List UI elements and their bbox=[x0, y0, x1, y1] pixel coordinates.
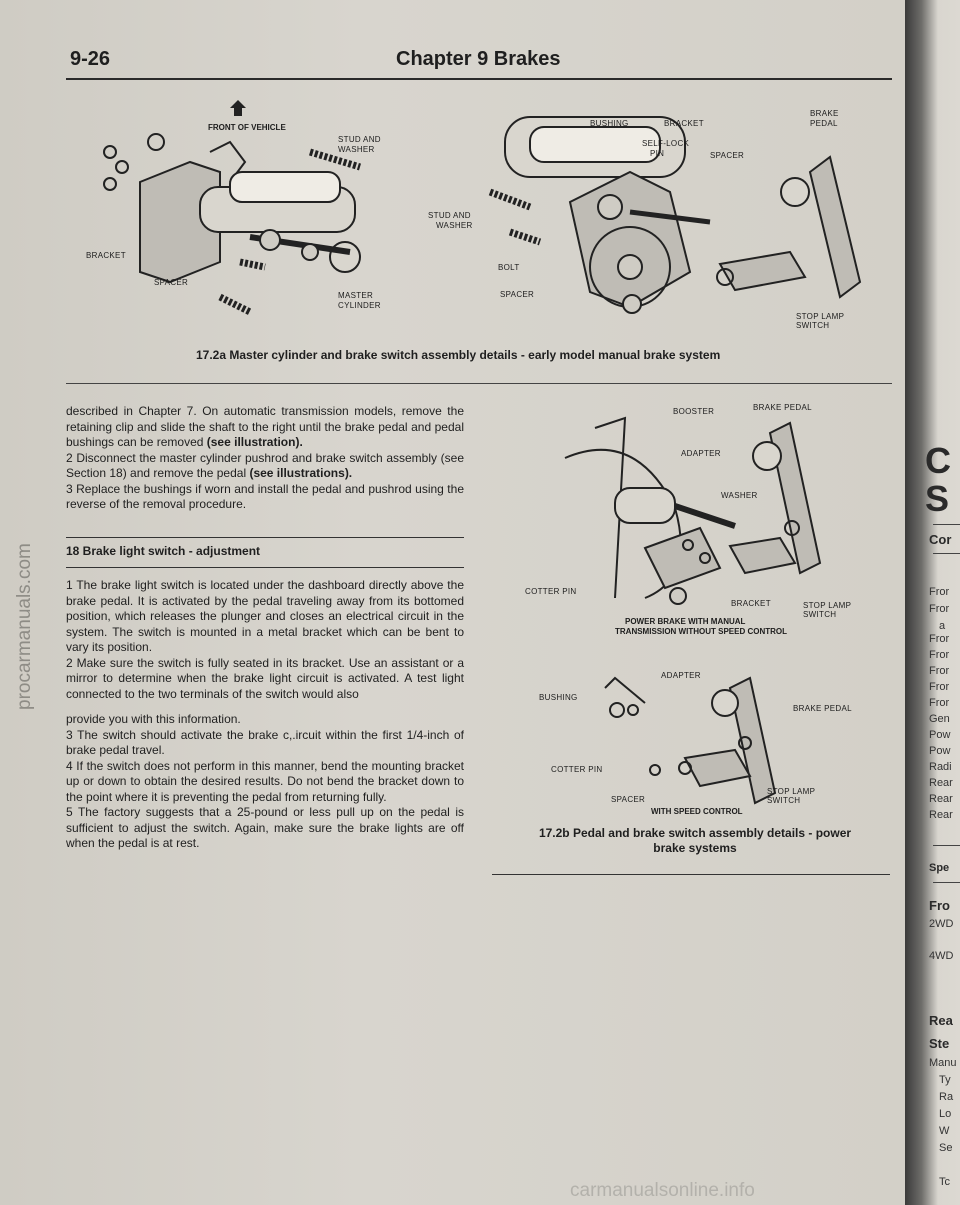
next-page-row-4: Fror bbox=[929, 633, 950, 645]
label-stud-and-washer-1: STUD AND bbox=[338, 135, 381, 144]
next-page-contents: Cor bbox=[929, 532, 952, 547]
label-booster: BOOSTER bbox=[673, 407, 715, 416]
label-front-of-vehicle: FRONT OF VEHICLE bbox=[208, 123, 286, 132]
label-transmission-without: TRANSMISSION WITHOUT SPEED CONTROL bbox=[615, 627, 787, 636]
label-stud-and-washer-2: STUD AND bbox=[428, 211, 471, 220]
label-cotter-pin-top: COTTER PIN bbox=[525, 587, 577, 596]
figure-b-end-rule bbox=[492, 874, 890, 875]
label-stop-lamp-bottom-2: SWITCH bbox=[767, 796, 801, 805]
label-self-lock-1: SELF-LOCK bbox=[642, 139, 690, 148]
front-arrow-icon bbox=[230, 100, 246, 116]
next-page-manual: Manu bbox=[929, 1057, 957, 1069]
label-cotter-pin-bottom: COTTER PIN bbox=[551, 765, 603, 774]
intro-para-1-ref: (see illustration). bbox=[206, 435, 303, 449]
figure-17-2b-caption bbox=[495, 826, 895, 856]
next-page-row-5: Fror bbox=[929, 649, 950, 661]
figure-rule bbox=[66, 383, 892, 384]
watermark-bottom: carmanualsonline.info bbox=[570, 1180, 755, 1201]
intro-text bbox=[66, 404, 464, 513]
next-page-rule-3 bbox=[933, 845, 960, 846]
next-page-row-2: Fror bbox=[929, 603, 950, 615]
s18-step-3: 3 The switch should activate the brake c,.ircuit within the first 1/4-inch of brake pedal travel. bbox=[66, 727, 464, 757]
step-2-text: 2 Disconnect the master cylinder pushrod and brake switch assembly (see Section 18) and remove the pedal bbox=[66, 450, 464, 480]
section-rule-bottom bbox=[66, 567, 464, 568]
label-self-lock-2: PIN bbox=[650, 149, 665, 158]
step-2-ref: (see illustrations). bbox=[249, 466, 353, 480]
section-18-text bbox=[66, 578, 464, 702]
label-stop-lamp-top-1: STOP LAMP bbox=[803, 601, 852, 610]
label-brake-pedal-bottom: BRAKE PEDAL bbox=[793, 704, 852, 713]
step-3-paragraph: 3 Replace the bushings if worn and install the pedal and pushrod using the reverse of the removal procedure. bbox=[66, 481, 464, 511]
figure-17-2a-caption: 17.2a Master cylinder and brake switch assembly details - early model manual brake system bbox=[196, 348, 721, 362]
label-brake-1: BRAKE bbox=[810, 109, 839, 118]
next-page-row-9: Gen bbox=[929, 713, 950, 725]
label-washer-1: WASHER bbox=[338, 145, 375, 154]
label-bolt: BOLT bbox=[498, 263, 520, 272]
next-page-tc: Tc bbox=[939, 1176, 950, 1188]
next-page-rule-4 bbox=[933, 882, 960, 883]
next-page-rear: Rea bbox=[929, 1013, 953, 1028]
figure-17-2b-caption-line-1: 17.2b Pedal and brake switch assembly details - power bbox=[538, 826, 852, 840]
label-spacer-right: SPACER bbox=[710, 151, 745, 160]
label-washer-2: WASHER bbox=[436, 221, 473, 230]
section-18-text-cont bbox=[66, 712, 464, 852]
label-master-2: CYLINDER bbox=[338, 301, 381, 310]
label-stop-lamp-1: STOP LAMP bbox=[796, 312, 845, 321]
label-spacer-right-2: SPACER bbox=[500, 290, 535, 299]
next-page-rule-2 bbox=[933, 553, 960, 554]
next-page-4wd: 4WD bbox=[929, 950, 954, 962]
next-page-sub-2: Ra bbox=[939, 1091, 954, 1103]
chapter-title: Chapter 9 Brakes bbox=[396, 48, 561, 70]
section-heading: 18 Brake light switch - adjustment bbox=[66, 544, 261, 558]
next-page-big-letter-1: C bbox=[925, 440, 951, 481]
watermark-side: procarmanuals.com bbox=[14, 543, 35, 710]
next-page-row-3: a bbox=[939, 620, 946, 632]
label-master-1: MASTER bbox=[338, 291, 374, 300]
next-page-2wd: 2WD bbox=[929, 918, 954, 930]
next-page-front: Fro bbox=[929, 898, 950, 913]
next-page-sub-1: Ty bbox=[939, 1074, 951, 1086]
speed-control-assembly bbox=[605, 678, 775, 803]
label-spacer-left: SPACER bbox=[154, 278, 189, 287]
next-page-sub-3: Lo bbox=[939, 1108, 952, 1120]
label-brake-2: PEDAL bbox=[810, 119, 838, 128]
label-adapter-bottom: ADAPTER bbox=[661, 671, 701, 680]
figure-17-2b-caption-line-2: brake systems bbox=[653, 841, 737, 855]
label-washer: WASHER bbox=[721, 491, 758, 500]
booster-assembly bbox=[565, 418, 820, 604]
label-bracket-left: BRACKET bbox=[86, 251, 126, 260]
s18-step-1: 1 The brake light switch is located under the dashboard directly above the brake pedal. It is activated by the pedal traveling away from its bottomed position, which releases the plunger and closes an electrical circuit in the system. The switch is mounted in a metal bracket which can be bent to vary its position. bbox=[66, 578, 464, 654]
label-spacer: SPACER bbox=[611, 795, 646, 804]
label-stop-lamp-2: SWITCH bbox=[796, 321, 830, 330]
master-cylinder-left bbox=[104, 134, 360, 312]
figure-17-2a-diagram bbox=[70, 92, 890, 342]
section-rule-top bbox=[66, 537, 464, 538]
label-stop-lamp-bottom-1: STOP LAMP bbox=[767, 787, 816, 796]
s18-step-5: 5 The factory suggests that a 25-pound or less pull up on the pedal is sufficient to adjust the switch. Again, make sure the brake lights are off when the pedal is at rest. bbox=[66, 805, 464, 850]
next-page-big-letter-2: S bbox=[925, 478, 950, 519]
next-page-row-7: Fror bbox=[929, 681, 950, 693]
header-rule bbox=[66, 78, 892, 80]
next-page-row-12: Radi bbox=[929, 761, 952, 773]
intro-paragraph bbox=[66, 404, 464, 451]
label-adapter-top: ADAPTER bbox=[681, 449, 721, 458]
next-page-steering: Ste bbox=[929, 1036, 950, 1051]
label-stop-lamp-top-2: SWITCH bbox=[803, 610, 837, 619]
next-page-rule-1 bbox=[933, 524, 960, 525]
s18-step-2-cont: provide you with this information. bbox=[66, 712, 241, 726]
label-power-brake-manual: POWER BRAKE WITH MANUAL bbox=[625, 617, 746, 626]
page-number: 9-26 bbox=[70, 48, 111, 70]
next-page-row-15: Rear bbox=[929, 809, 953, 821]
label-bracket: BRACKET bbox=[731, 599, 771, 608]
label-bracket-right: BRACKET bbox=[664, 119, 704, 128]
intro-para-1: described in Chapter 7. On automatic transmission models, remove the retaining clip and slide the shaft to the right until the brake pedal and pedal bushings can be removed bbox=[66, 404, 464, 449]
step-2-paragraph bbox=[66, 451, 464, 482]
next-page-row-14: Rear bbox=[929, 793, 953, 805]
next-page-row-6: Fror bbox=[929, 665, 950, 677]
figure-17-2b-diagram bbox=[505, 398, 890, 823]
next-page-row-1: Fror bbox=[929, 586, 950, 598]
next-page-row-10: Pow bbox=[929, 729, 951, 741]
s18-step-4: 4 If the switch does not perform in this manner, bend the mounting bracket up or down to obtain the desired results. Do not bend the bracket down to the point where it is preventing the pedal from returning fully. bbox=[66, 758, 464, 804]
next-page-row-13: Rear bbox=[929, 777, 953, 789]
label-with-speed-control: WITH SPEED CONTROL bbox=[651, 807, 743, 816]
label-brake-pedal-top: BRAKE PEDAL bbox=[753, 403, 812, 412]
next-page-spec: Spe bbox=[929, 862, 950, 874]
next-page-row-8: Fror bbox=[929, 697, 950, 709]
next-page-row-11: Pow bbox=[929, 745, 951, 757]
next-page-sub-4: W bbox=[939, 1125, 950, 1137]
label-bushing: BUSHING bbox=[590, 119, 629, 128]
s18-step-2: 2 Make sure the switch is fully seated in its bracket. Use an assistant or a mirror to determine when the brake light circuit is activated. A test light connected to the two terminals of the switch would also bbox=[66, 655, 464, 701]
label-bushing: BUSHING bbox=[539, 693, 578, 702]
adjacent-page-edge bbox=[905, 0, 960, 1205]
next-page-sub-5: Se bbox=[939, 1142, 953, 1154]
